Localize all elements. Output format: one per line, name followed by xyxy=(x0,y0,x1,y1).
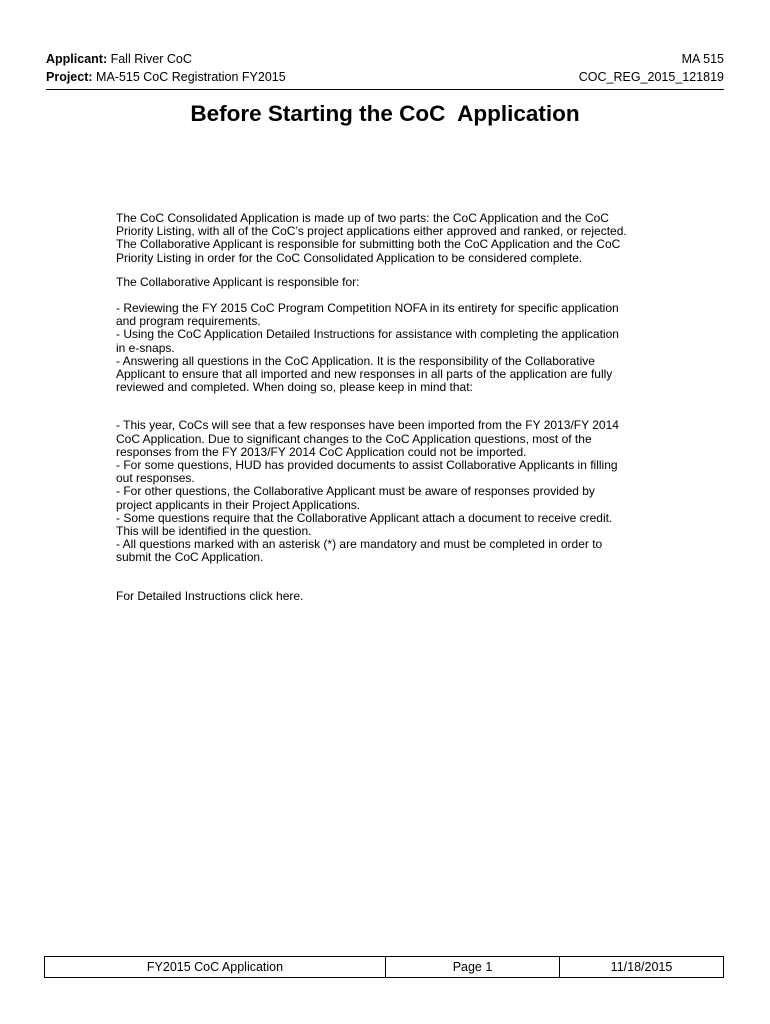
footer-date: 11/18/2015 xyxy=(610,960,673,974)
responsibility-heading: The Collaborative Applicant is responsible for: xyxy=(116,274,360,289)
footer-app-name: FY2015 CoC Application xyxy=(45,957,386,977)
applicant-value: Fall River CoC xyxy=(110,52,192,66)
page-header xyxy=(46,50,724,86)
registration-id: COC_REG_2015_121819 xyxy=(578,70,724,84)
project-label: Project: xyxy=(46,70,93,84)
footer-page-number: Page 1 xyxy=(386,957,560,977)
project-line xyxy=(46,68,286,86)
page-footer xyxy=(44,956,724,978)
applicant-label: Applicant: xyxy=(46,52,108,66)
applicant-code: MA 515 xyxy=(681,52,724,66)
intro-paragraph: The CoC Consolidated Application is made up of two parts: the CoC Application and the CoC Priority Listing, with all of the CoC’s project applications either approved and ranked, or rejected. The Collaborative Applicant is responsible for submitting both the CoC Application and the CoC Priority Listing in order for the CoC Consolidated Application to be considered complete. xyxy=(116,211,627,265)
applicant-line xyxy=(46,50,192,68)
document-body xyxy=(116,212,656,603)
header-row-project xyxy=(46,68,724,86)
detailed-instructions-link[interactable]: For Detailed Instructions click here. xyxy=(116,588,304,603)
page-title: Before Starting the CoC Application xyxy=(190,101,580,126)
notes-list: - This year, CoCs will see that a few responses have been imported from the FY 2013/FY 2014 CoC Application. Due to significant changes to the CoC Application questions, most of the responses from the FY 2013/FY 2014 CoC Application could not be imported. - For some questions, HUD has provided documents to assist Collaborative Applicants in filling out responses. - For other questions, the Collaborative Applicant must be aware of responses provided by project applicants in their Project Applications. - Some questions require that the Collaborative Applicant attach a document to receive credit. This will be identified in the question. - All questions marked with an asterisk (*) are mandatory and must be completed in order to submit the CoC Application. xyxy=(116,418,619,565)
header-row-applicant xyxy=(46,50,724,68)
header-divider xyxy=(46,89,724,90)
responsibility-list: - Reviewing the FY 2015 CoC Program Competition NOFA in its entirety for specific application and program requirements. - Using the CoC Application Detailed Instructions for assistance with completing the application in e-snaps. - Answering all questions in the CoC Application. It is the responsibility of the Collaborative Applicant to ensure that all imported and new responses in all parts of the application are fully reviewed and completed. When doing so, please keep in mind that: xyxy=(116,301,619,395)
project-value: MA-515 CoC Registration FY2015 xyxy=(96,70,286,84)
